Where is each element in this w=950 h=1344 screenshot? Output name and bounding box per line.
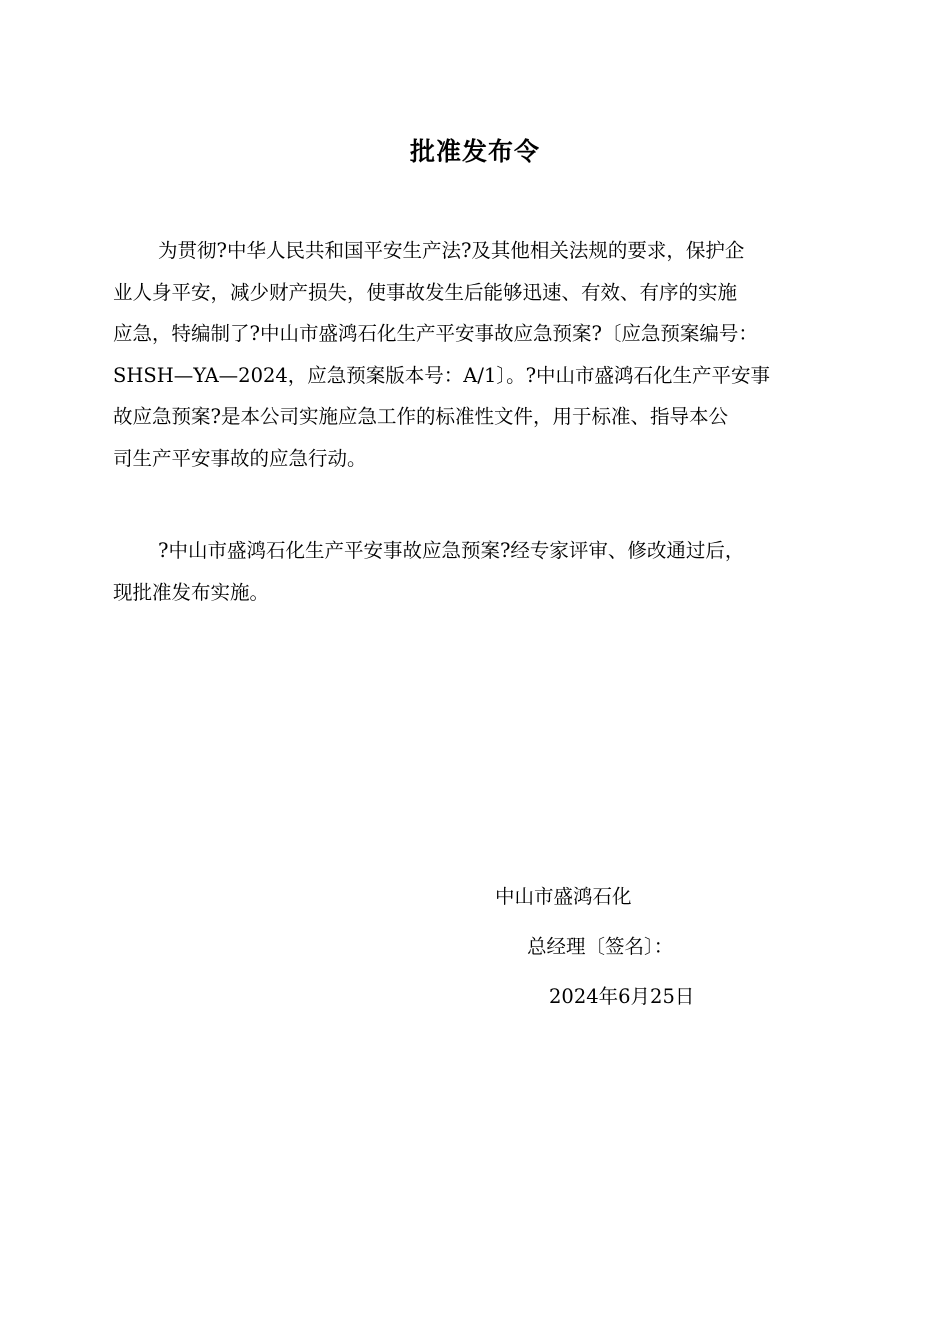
paragraph-approval-purpose	[113, 230, 838, 479]
document-title: 批准发布令	[409, 137, 540, 166]
paragraph-line: 司生产平安事故的应急行动。	[113, 446, 367, 470]
paragraph-line: 故应急预案?是本公司实施应急工作的标准性文件，用于标准、指导本公	[113, 405, 728, 428]
paragraph-line: 为贯彻?中华人民共和国平安生产法?及其他相关法规的要求，保护企	[158, 239, 745, 262]
paragraph-approval-statement	[113, 530, 838, 613]
paragraph-line: 业人身平安，减少财产损失，使事故发生后能够迅速、有效、有序的实施	[113, 280, 738, 304]
paragraph-line: 现批准发布实施。	[113, 580, 270, 604]
paragraph-line: SHSH—YA—2024，应急预案版本号：A/1〕。?中山市盛鸿石化生产平安事	[113, 363, 771, 387]
paragraph-line: 应急，特编制了?中山市盛鸿石化生产平安事故应急预案?〔应急预案编号：	[113, 322, 758, 345]
signature-company: 中山市盛鸿石化	[495, 885, 632, 908]
paragraph-line: ?中山市盛鸿石化生产平安事故应急预案?经专家评审、修改通过后，	[158, 539, 745, 562]
signature-date: 2024年6月25日	[549, 985, 695, 1008]
signature-manager-label: 总经理〔签名〕：	[527, 935, 674, 958]
